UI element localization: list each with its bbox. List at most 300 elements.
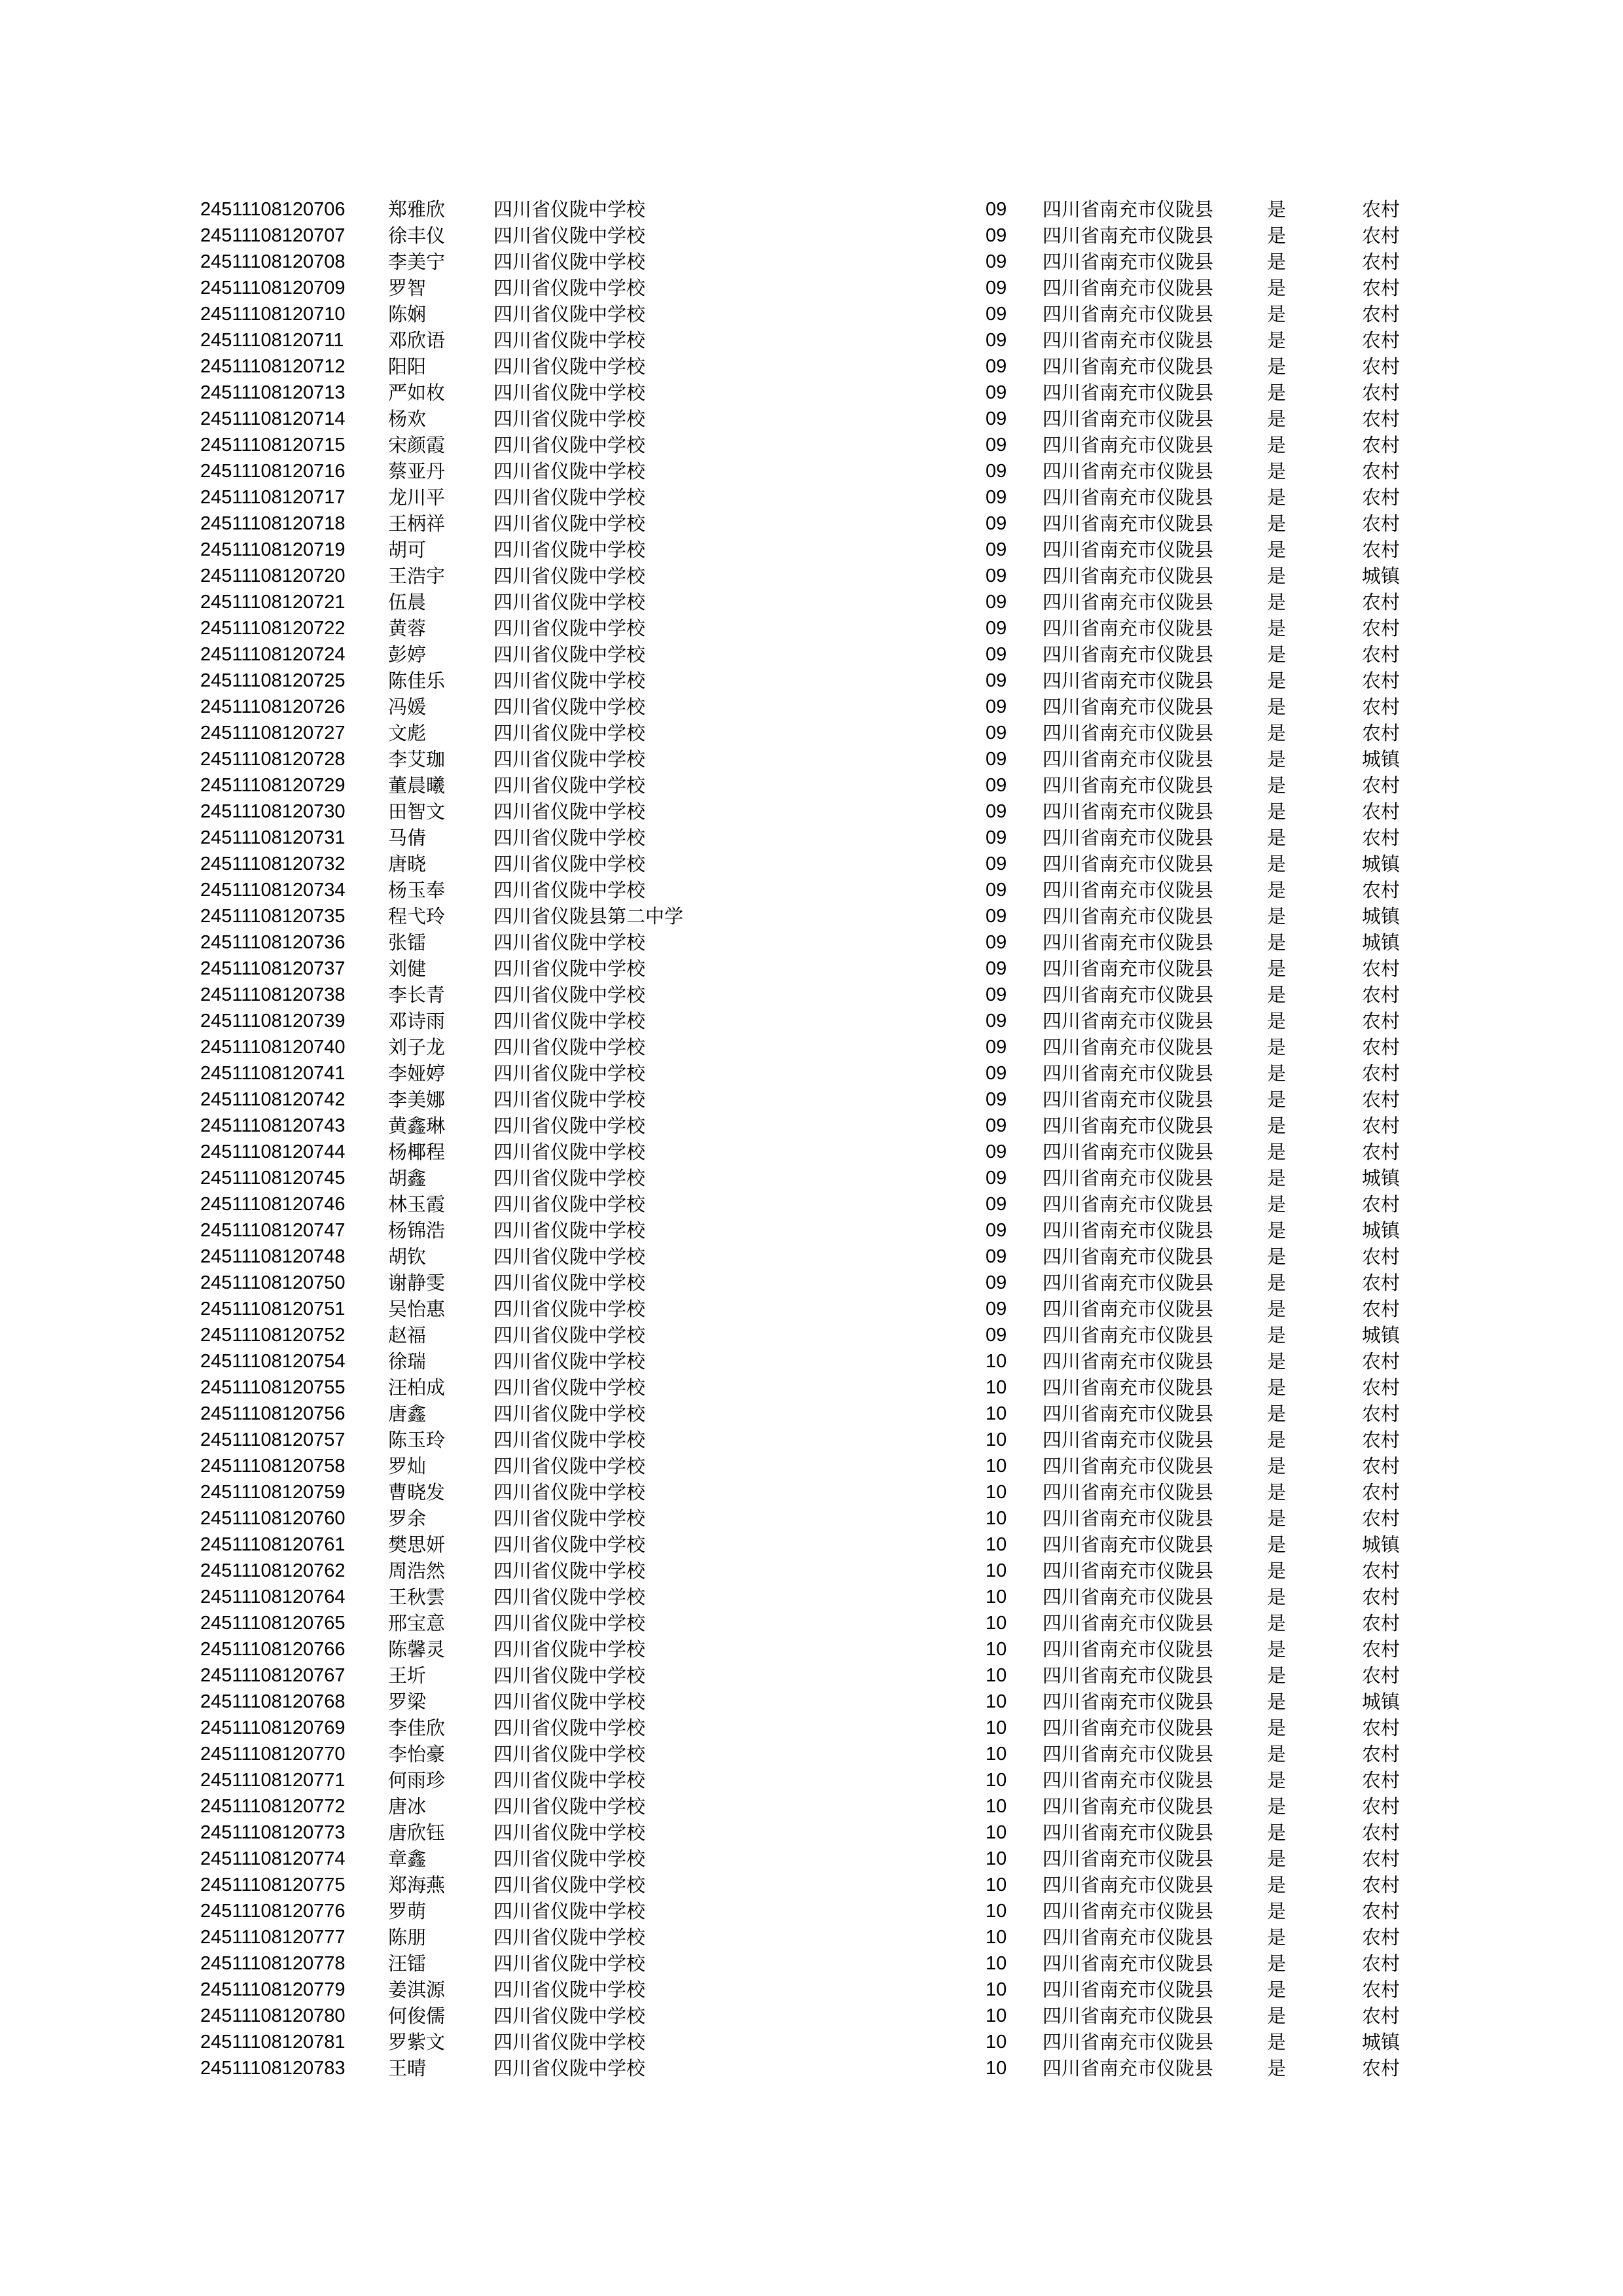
address-cell: 四川省南充市仪陇县: [1043, 565, 1214, 587]
student-id-cell: 24511108120729: [200, 775, 346, 796]
student-name-cell: 张镭: [388, 931, 427, 954]
table-row: [200, 432, 1424, 458]
residence-type-cell: 农村: [1362, 408, 1400, 430]
school-cell: 四川省仪陇中学校: [493, 984, 646, 1006]
flag-cell: 是: [1267, 1481, 1287, 1503]
address-cell: 四川省南充市仪陇县: [1043, 1717, 1214, 1739]
student-name-cell: 邓欣语: [388, 329, 446, 351]
table-row: [200, 563, 1424, 589]
residence-type-cell: 农村: [1362, 1979, 1400, 2001]
address-cell: 四川省南充市仪陇县: [1043, 1429, 1214, 1451]
student-id-cell: 24511108120709: [200, 278, 346, 298]
school-cell: 四川省仪陇中学校: [493, 539, 646, 561]
residence-type-cell: 城镇: [1362, 853, 1400, 875]
flag-cell: 是: [1267, 1507, 1287, 1530]
table-row: [200, 746, 1424, 772]
table-row: [200, 877, 1424, 903]
address-cell: 四川省南充市仪陇县: [1043, 1219, 1214, 1242]
residence-type-cell: 农村: [1362, 1376, 1400, 1399]
class-cell: 09: [986, 565, 1007, 586]
table-row: [200, 1165, 1424, 1191]
table-row: [200, 772, 1424, 798]
student-id-cell: 24511108120781: [200, 2032, 346, 2053]
student-id-cell: 24511108120720: [200, 565, 346, 586]
school-cell: 四川省仪陇中学校: [493, 2057, 646, 2079]
student-id-cell: 24511108120783: [200, 2058, 346, 2079]
flag-cell: 是: [1267, 905, 1287, 927]
flag-cell: 是: [1267, 1088, 1287, 1111]
flag-cell: 是: [1267, 1874, 1287, 1896]
class-cell: 09: [986, 932, 1007, 953]
student-id-cell: 24511108120761: [200, 1534, 346, 1555]
residence-type-cell: 农村: [1362, 696, 1400, 718]
table-row: [200, 1793, 1424, 1820]
class-cell: 10: [986, 1874, 1007, 1895]
school-cell: 四川省仪陇中学校: [493, 1900, 646, 1922]
student-name-cell: 唐冰: [388, 1795, 427, 1818]
table-row: [200, 1296, 1424, 1322]
address-cell: 四川省南充市仪陇县: [1043, 1193, 1214, 1215]
address-cell: 四川省南充市仪陇县: [1043, 1691, 1214, 1713]
school-cell: 四川省仪陇中学校: [493, 748, 646, 770]
table-row: [200, 1034, 1424, 1060]
address-cell: 四川省南充市仪陇县: [1043, 905, 1214, 927]
flag-cell: 是: [1267, 224, 1287, 247]
address-cell: 四川省南充市仪陇县: [1043, 617, 1214, 639]
student-id-cell: 24511108120736: [200, 932, 346, 953]
class-cell: 09: [986, 644, 1007, 665]
school-cell: 四川省仪陇中学校: [493, 434, 646, 456]
class-cell: 09: [986, 670, 1007, 691]
residence-type-cell: 农村: [1362, 591, 1400, 613]
student-id-cell: 24511108120774: [200, 1848, 346, 1869]
residence-type-cell: 农村: [1362, 460, 1400, 482]
table-row: [200, 537, 1424, 563]
flag-cell: 是: [1267, 1534, 1287, 1556]
student-id-cell: 24511108120711: [200, 330, 344, 351]
flag-cell: 是: [1267, 251, 1287, 273]
residence-type-cell: 农村: [1362, 800, 1400, 823]
student-name-cell: 陈馨灵: [388, 1638, 446, 1660]
address-cell: 四川省南充市仪陇县: [1043, 1481, 1214, 1503]
residence-type-cell: 农村: [1362, 1403, 1400, 1425]
address-cell: 四川省南充市仪陇县: [1043, 1534, 1214, 1556]
student-id-cell: 24511108120724: [200, 644, 346, 665]
student-id-cell: 24511108120726: [200, 696, 346, 717]
table-row: [200, 1558, 1424, 1584]
student-id-cell: 24511108120718: [200, 513, 346, 534]
table-row: [200, 1008, 1424, 1034]
school-cell: 四川省仪陇中学校: [493, 1193, 646, 1215]
residence-type-cell: 农村: [1362, 1429, 1400, 1451]
address-cell: 四川省南充市仪陇县: [1043, 1560, 1214, 1582]
class-cell: 09: [986, 853, 1007, 874]
flag-cell: 是: [1267, 1272, 1287, 1294]
school-cell: 四川省仪陇中学校: [493, 329, 646, 351]
residence-type-cell: 农村: [1362, 1586, 1400, 1608]
flag-cell: 是: [1267, 1821, 1287, 1844]
table-row: [200, 458, 1424, 484]
residence-type-cell: 农村: [1362, 434, 1400, 456]
flag-cell: 是: [1267, 984, 1287, 1006]
student-name-cell: 邢宝意: [388, 1612, 446, 1634]
residence-type-cell: 农村: [1362, 1246, 1400, 1268]
flag-cell: 是: [1267, 931, 1287, 954]
flag-cell: 是: [1267, 565, 1287, 587]
table-row: [200, 615, 1424, 641]
address-cell: 四川省南充市仪陇县: [1043, 2005, 1214, 2027]
class-cell: 10: [986, 1979, 1007, 2000]
school-cell: 四川省仪陇中学校: [493, 303, 646, 325]
address-cell: 四川省南充市仪陇县: [1043, 1062, 1214, 1085]
residence-type-cell: 农村: [1362, 1821, 1400, 1844]
flag-cell: 是: [1267, 382, 1287, 404]
residence-type-cell: 农村: [1362, 1743, 1400, 1765]
flag-cell: 是: [1267, 2057, 1287, 2079]
student-id-cell: 24511108120778: [200, 1953, 346, 1974]
student-id-cell: 24511108120767: [200, 1665, 346, 1686]
school-cell: 四川省仪陇中学校: [493, 670, 646, 692]
flag-cell: 是: [1267, 329, 1287, 351]
student-id-cell: 24511108120748: [200, 1246, 346, 1267]
flag-cell: 是: [1267, 1193, 1287, 1215]
table-row: [200, 484, 1424, 511]
address-cell: 四川省南充市仪陇县: [1043, 1141, 1214, 1163]
table-row: [200, 1505, 1424, 1532]
student-name-cell: 罗智: [388, 277, 427, 299]
student-name-cell: 王柄祥: [388, 512, 446, 535]
class-cell: 09: [986, 1141, 1007, 1162]
school-cell: 四川省仪陇中学校: [493, 251, 646, 273]
class-cell: 09: [986, 1299, 1007, 1319]
student-name-cell: 李娅婷: [388, 1062, 446, 1085]
class-cell: 09: [986, 278, 1007, 298]
school-cell: 四川省仪陇中学校: [493, 643, 646, 666]
table-row: [200, 694, 1424, 720]
address-cell: 四川省南充市仪陇县: [1043, 827, 1214, 849]
school-cell: 四川省仪陇中学校: [493, 1638, 646, 1660]
student-id-cell: 24511108120721: [200, 592, 346, 613]
student-id-cell: 24511108120728: [200, 749, 346, 770]
residence-type-cell: 城镇: [1362, 1534, 1400, 1556]
class-cell: 09: [986, 775, 1007, 796]
flag-cell: 是: [1267, 1900, 1287, 1922]
student-id-cell: 24511108120714: [200, 408, 346, 429]
class-cell: 10: [986, 1351, 1007, 1372]
flag-cell: 是: [1267, 539, 1287, 561]
class-cell: 09: [986, 1115, 1007, 1136]
residence-type-cell: 农村: [1362, 1769, 1400, 1791]
address-cell: 四川省南充市仪陇县: [1043, 1848, 1214, 1870]
class-cell: 10: [986, 1560, 1007, 1581]
residence-type-cell: 城镇: [1362, 748, 1400, 770]
table-row: [200, 1217, 1424, 1244]
address-cell: 四川省南充市仪陇县: [1043, 1272, 1214, 1294]
school-cell: 四川省仪陇中学校: [493, 2005, 646, 2027]
table-row: [200, 2055, 1424, 2081]
address-cell: 四川省南充市仪陇县: [1043, 670, 1214, 692]
residence-type-cell: 农村: [1362, 224, 1400, 247]
student-name-cell: 李美娜: [388, 1088, 446, 1111]
student-name-cell: 王秋雲: [388, 1586, 446, 1608]
student-name-cell: 李美宁: [388, 251, 446, 273]
residence-type-cell: 农村: [1362, 382, 1400, 404]
student-id-cell: 24511108120738: [200, 984, 346, 1005]
student-id-cell: 24511108120765: [200, 1613, 346, 1634]
flag-cell: 是: [1267, 1664, 1287, 1687]
student-name-cell: 赵福: [388, 1324, 427, 1346]
student-id-cell: 24511108120707: [200, 225, 346, 246]
table-row: [200, 301, 1424, 327]
student-id-cell: 24511108120706: [200, 199, 346, 220]
student-name-cell: 郑雅欣: [388, 198, 446, 221]
class-cell: 10: [986, 1796, 1007, 1817]
student-name-cell: 章鑫: [388, 1848, 427, 1870]
flag-cell: 是: [1267, 617, 1287, 639]
flag-cell: 是: [1267, 1848, 1287, 1870]
school-cell: 四川省仪陇中学校: [493, 1376, 646, 1399]
residence-type-cell: 农村: [1362, 2057, 1400, 2079]
school-cell: 四川省仪陇中学校: [493, 1926, 646, 1948]
residence-type-cell: 农村: [1362, 2005, 1400, 2027]
residence-type-cell: 农村: [1362, 1062, 1400, 1085]
student-name-cell: 陈朋: [388, 1926, 427, 1948]
school-cell: 四川省仪陇中学校: [493, 224, 646, 247]
address-cell: 四川省南充市仪陇县: [1043, 1952, 1214, 1975]
class-cell: 10: [986, 1691, 1007, 1712]
school-cell: 四川省仪陇中学校: [493, 1219, 646, 1242]
flag-cell: 是: [1267, 277, 1287, 299]
student-name-cell: 杨欢: [388, 408, 427, 430]
flag-cell: 是: [1267, 696, 1287, 718]
address-cell: 四川省南充市仪陇县: [1043, 198, 1214, 221]
school-cell: 四川省仪陇中学校: [493, 1952, 646, 1975]
class-cell: 09: [986, 1037, 1007, 1058]
address-cell: 四川省南充市仪陇县: [1043, 879, 1214, 901]
flag-cell: 是: [1267, 434, 1287, 456]
residence-type-cell: 农村: [1362, 1036, 1400, 1058]
table-row: [200, 1374, 1424, 1401]
school-cell: 四川省仪陇中学校: [493, 931, 646, 954]
table-row: [200, 1610, 1424, 1636]
class-cell: 10: [986, 1613, 1007, 1634]
residence-type-cell: 农村: [1362, 1664, 1400, 1687]
student-id-cell: 24511108120722: [200, 618, 346, 639]
student-id-cell: 24511108120730: [200, 801, 346, 822]
address-cell: 四川省南充市仪陇县: [1043, 408, 1214, 430]
class-cell: 10: [986, 1508, 1007, 1529]
table-row: [200, 825, 1424, 851]
class-cell: 10: [986, 1482, 1007, 1503]
student-id-cell: 24511108120739: [200, 1011, 346, 1031]
student-name-cell: 田智文: [388, 800, 446, 823]
student-id-cell: 24511108120754: [200, 1351, 346, 1372]
school-cell: 四川省仪陇中学校: [493, 2031, 646, 2053]
residence-type-cell: 农村: [1362, 1612, 1400, 1634]
flag-cell: 是: [1267, 1926, 1287, 1948]
class-cell: 10: [986, 1639, 1007, 1660]
table-row: [200, 2003, 1424, 2029]
flag-cell: 是: [1267, 670, 1287, 692]
table-row: [200, 1401, 1424, 1427]
table-row: [200, 1977, 1424, 2003]
class-cell: 09: [986, 592, 1007, 613]
flag-cell: 是: [1267, 1691, 1287, 1713]
student-name-cell: 文彪: [388, 722, 427, 744]
school-cell: 四川省仪陇中学校: [493, 722, 646, 744]
student-name-cell: 徐瑞: [388, 1350, 427, 1372]
student-name-cell: 黄蓉: [388, 617, 427, 639]
table-row: [200, 1348, 1424, 1374]
flag-cell: 是: [1267, 1298, 1287, 1320]
school-cell: 四川省仪陇中学校: [493, 408, 646, 430]
class-cell: 09: [986, 1011, 1007, 1031]
student-name-cell: 杨玉奉: [388, 879, 446, 901]
residence-type-cell: 农村: [1362, 1874, 1400, 1896]
residence-type-cell: 农村: [1362, 670, 1400, 692]
table-row: [200, 275, 1424, 301]
address-cell: 四川省南充市仪陇县: [1043, 1926, 1214, 1948]
student-id-cell: 24511108120760: [200, 1508, 346, 1529]
student-name-cell: 刘子龙: [388, 1036, 446, 1058]
student-name-cell: 罗灿: [388, 1455, 427, 1477]
school-cell: 四川省仪陇中学校: [493, 1560, 646, 1582]
residence-type-cell: 农村: [1362, 1795, 1400, 1818]
residence-type-cell: 农村: [1362, 539, 1400, 561]
table-row: [200, 327, 1424, 353]
residence-type-cell: 农村: [1362, 277, 1400, 299]
table-row: [200, 406, 1424, 432]
address-cell: 四川省南充市仪陇县: [1043, 329, 1214, 351]
flag-cell: 是: [1267, 1141, 1287, 1163]
school-cell: 四川省仪陇中学校: [493, 1743, 646, 1765]
residence-type-cell: 农村: [1362, 251, 1400, 273]
flag-cell: 是: [1267, 1324, 1287, 1346]
student-id-cell: 24511108120779: [200, 1979, 346, 2000]
class-cell: 09: [986, 225, 1007, 246]
student-name-cell: 何俊儒: [388, 2005, 446, 2027]
class-cell: 10: [986, 2005, 1007, 2026]
student-id-cell: 24511108120708: [200, 251, 346, 272]
school-cell: 四川省仪陇中学校: [493, 1821, 646, 1844]
flag-cell: 是: [1267, 512, 1287, 535]
student-name-cell: 陈佳乐: [388, 670, 446, 692]
school-cell: 四川省仪陇中学校: [493, 800, 646, 823]
student-name-cell: 李佳欣: [388, 1717, 446, 1739]
address-cell: 四川省南充市仪陇县: [1043, 1769, 1214, 1791]
residence-type-cell: 农村: [1362, 1926, 1400, 1948]
class-cell: 10: [986, 1534, 1007, 1555]
student-name-cell: 李怡豪: [388, 1743, 446, 1765]
student-name-cell: 程弋玲: [388, 905, 446, 927]
residence-type-cell: 农村: [1362, 329, 1400, 351]
address-cell: 四川省南充市仪陇县: [1043, 931, 1214, 954]
student-id-cell: 24511108120751: [200, 1299, 346, 1319]
flag-cell: 是: [1267, 774, 1287, 797]
class-cell: 09: [986, 382, 1007, 403]
residence-type-cell: 农村: [1362, 1141, 1400, 1163]
class-cell: 10: [986, 1953, 1007, 1974]
student-id-cell: 24511108120755: [200, 1377, 346, 1398]
student-name-cell: 汪镭: [388, 1952, 427, 1975]
student-name-cell: 唐鑫: [388, 1403, 427, 1425]
flag-cell: 是: [1267, 355, 1287, 378]
student-name-cell: 郑海燕: [388, 1874, 446, 1896]
school-cell: 四川省仪陇中学校: [493, 1795, 646, 1818]
residence-type-cell: 农村: [1362, 643, 1400, 666]
residence-type-cell: 城镇: [1362, 905, 1400, 927]
table-row: [200, 1086, 1424, 1113]
table-row: [200, 1532, 1424, 1558]
school-cell: 四川省仪陇中学校: [493, 696, 646, 718]
address-cell: 四川省南充市仪陇县: [1043, 1376, 1214, 1399]
table-row: [200, 2029, 1424, 2055]
table-row: [200, 851, 1424, 877]
student-name-cell: 董晨曦: [388, 774, 446, 797]
flag-cell: 是: [1267, 722, 1287, 744]
class-cell: 09: [986, 696, 1007, 717]
address-cell: 四川省南充市仪陇县: [1043, 1795, 1214, 1818]
class-cell: 09: [986, 1220, 1007, 1241]
student-name-cell: 陈玉玲: [388, 1429, 446, 1451]
school-cell: 四川省仪陇县第二中学: [493, 905, 684, 927]
table-row: [200, 511, 1424, 537]
class-cell: 09: [986, 330, 1007, 351]
school-cell: 四川省仪陇中学校: [493, 1534, 646, 1556]
class-cell: 09: [986, 749, 1007, 770]
school-cell: 四川省仪陇中学校: [493, 1036, 646, 1058]
student-name-cell: 胡鑫: [388, 1167, 427, 1189]
class-cell: 09: [986, 461, 1007, 482]
address-cell: 四川省南充市仪陇县: [1043, 539, 1214, 561]
table-row: [200, 1322, 1424, 1348]
student-name-cell: 林玉霞: [388, 1193, 446, 1215]
table-row: [200, 196, 1424, 223]
student-id-cell: 24511108120719: [200, 539, 346, 560]
residence-type-cell: 农村: [1362, 198, 1400, 221]
residence-type-cell: 农村: [1362, 827, 1400, 849]
address-cell: 四川省南充市仪陇县: [1043, 355, 1214, 378]
student-id-cell: 24511108120775: [200, 1874, 346, 1895]
flag-cell: 是: [1267, 827, 1287, 849]
school-cell: 四川省仪陇中学校: [493, 1403, 646, 1425]
flag-cell: 是: [1267, 460, 1287, 482]
address-cell: 四川省南充市仪陇县: [1043, 1403, 1214, 1425]
residence-type-cell: 城镇: [1362, 2031, 1400, 2053]
table-row: [200, 1427, 1424, 1453]
flag-cell: 是: [1267, 1167, 1287, 1189]
student-name-cell: 罗余: [388, 1507, 427, 1530]
address-cell: 四川省南充市仪陇县: [1043, 591, 1214, 613]
class-cell: 09: [986, 958, 1007, 979]
student-id-cell: 24511108120741: [200, 1063, 346, 1084]
student-name-cell: 彭婷: [388, 643, 427, 666]
address-cell: 四川省南充市仪陇县: [1043, 1743, 1214, 1765]
student-name-cell: 谢静雯: [388, 1272, 446, 1294]
flag-cell: 是: [1267, 1795, 1287, 1818]
table-row: [200, 223, 1424, 249]
residence-type-cell: 农村: [1362, 486, 1400, 509]
school-cell: 四川省仪陇中学校: [493, 1115, 646, 1137]
class-cell: 10: [986, 1901, 1007, 1922]
student-id-cell: 24511108120776: [200, 1901, 346, 1922]
class-cell: 10: [986, 2032, 1007, 2053]
school-cell: 四川省仪陇中学校: [493, 1664, 646, 1687]
student-name-cell: 胡钦: [388, 1246, 427, 1268]
residence-type-cell: 农村: [1362, 1350, 1400, 1372]
student-id-cell: 24511108120727: [200, 723, 346, 744]
residence-type-cell: 农村: [1362, 512, 1400, 535]
